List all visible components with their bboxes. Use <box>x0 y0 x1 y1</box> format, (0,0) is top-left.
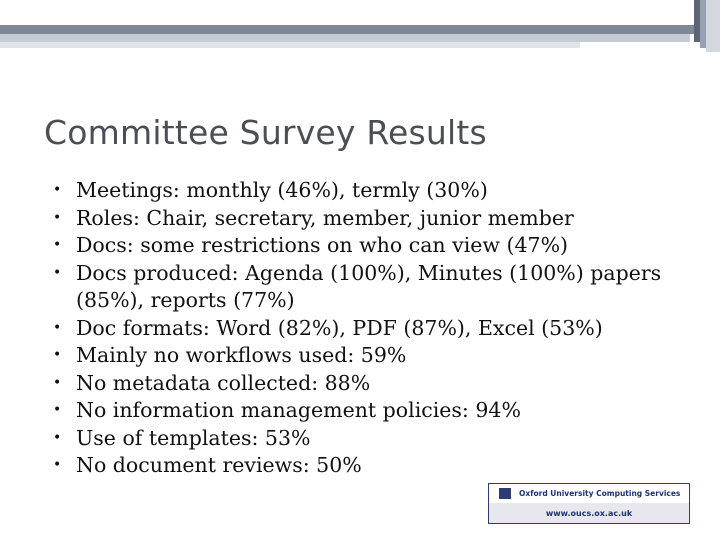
bullet-item <box>52 260 692 315</box>
top-band <box>0 0 720 26</box>
bullet-item <box>52 205 692 233</box>
bullet-dot-icon: • <box>53 264 62 281</box>
bullet-text: Roles: Chair, secretary, member, junior member <box>76 205 574 230</box>
bullet-item <box>52 397 692 425</box>
bullet-item <box>52 232 692 260</box>
bullet-text: Docs: some restrictions on who can view (47%) <box>76 233 569 257</box>
logo-footer <box>489 503 689 523</box>
bullet-dot-icon: • <box>53 429 62 446</box>
decor-bar-light <box>0 34 690 42</box>
bullet-text: Use of templates: 53% <box>76 425 311 450</box>
bullet-item <box>52 315 692 343</box>
bullet-dot-icon: • <box>53 402 62 418</box>
bullet-item <box>52 177 692 205</box>
bullet-dot-icon: • <box>53 237 62 253</box>
slide-title: Committee Survey Results <box>44 113 487 152</box>
bullet-item <box>52 452 692 480</box>
logo-url: www.oucs.ox.ac.uk <box>545 508 633 518</box>
oucs-mark-icon <box>499 488 511 499</box>
logo-organization-name: Oxford University Computing Services <box>519 489 681 498</box>
bullet-text: No information management policies: 94% <box>76 398 521 422</box>
bullet-dot-icon: • <box>53 347 62 363</box>
bullet-item <box>52 342 692 370</box>
oucs-logo <box>488 483 690 524</box>
bullet-dot-icon: • <box>53 319 62 336</box>
decor-bar-dark <box>0 25 694 34</box>
bullet-text: No document reviews: 50% <box>76 453 362 477</box>
bullet-dot-icon: • <box>53 182 62 198</box>
bullet-text: Doc formats: Word (82%), PDF (87%), Excel (53%) <box>76 315 603 340</box>
bullet-text: Mainly no workflows used: 59% <box>76 343 407 367</box>
decor-bar-lighter <box>0 42 580 48</box>
bullet-dot-icon: • <box>53 374 62 391</box>
decor-corner-light <box>706 0 720 52</box>
bullet-text: Meetings: monthly (46%), termly (30%) <box>76 178 488 202</box>
bullet-text: No metadata collected: 88% <box>76 370 371 395</box>
bullet-item <box>52 370 692 398</box>
logo-header <box>489 484 689 503</box>
bullet-item <box>52 425 692 453</box>
bullet-dot-icon: • <box>53 209 62 226</box>
bullet-dot-icon: • <box>53 457 62 473</box>
bullet-text: Docs produced: Agenda (100%), Minutes (100%) papers (85%), reports (77%) <box>76 260 662 312</box>
bullet-list <box>52 177 692 480</box>
